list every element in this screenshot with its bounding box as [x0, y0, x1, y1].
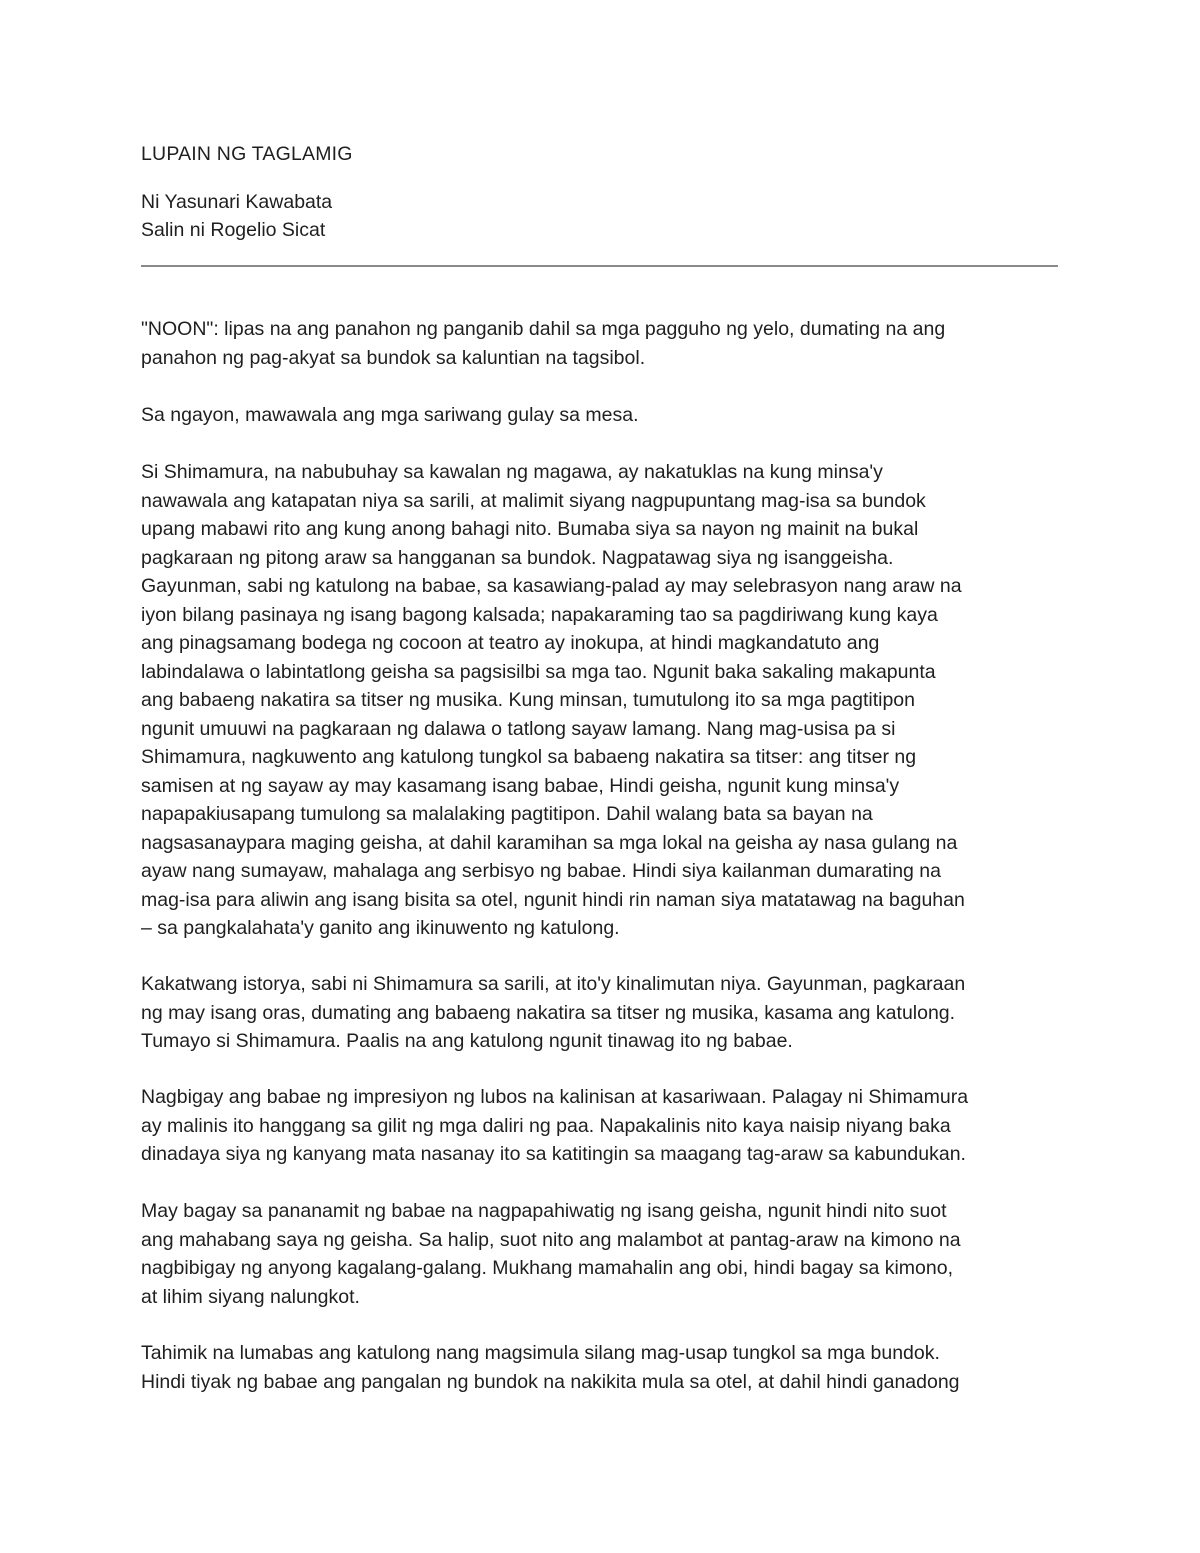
text-line: Tahimik na lumabas ang katulong nang magsimula silang mag-usap tungkol sa mga bundok.: [141, 1342, 940, 1364]
paragraph: [141, 970, 1071, 1056]
text-line: upang mabawi rito ang kung anong bahagi nito. Bumaba siya sa nayon ng mainit na bukal: [141, 518, 919, 540]
text-line: nagsasanaypara maging geisha, at dahil karamihan sa mga lokal na geisha ay nasa gulang na: [141, 831, 958, 854]
text-line: ang mahabang saya ng geisha. Sa halip, suot nito ang malambot at pantag-araw na kimono na: [141, 1228, 961, 1251]
text-line: napapakiusapang tumulong sa malalaking pagtitipon. Dahil walang bata sa bayan na: [141, 803, 873, 825]
text-line: mag-isa para aliwin ang isang bisita sa otel, ngunit hindi rin naman siya matatawag na baguhan: [141, 888, 965, 911]
paragraph: [141, 401, 1071, 430]
text-line: ng may isang oras, dumating ang babaeng nakatira sa titser ng musika, kasama ang katulong.: [141, 1001, 956, 1024]
text-line: Kakatwang istorya, sabi ni Shimamura sa sarili, at ito'y kinalimutan niya. Gayunman, pagkaraan: [141, 973, 966, 995]
text-line: ay malinis ito hanggang sa gilit ng mga daliri ng paa. Napakalinis nito kaya naisip niyang baka: [141, 1114, 951, 1137]
text-line: May bagay sa pananamit ng babae na nagpapahiwatig ng isang geisha, ngunit hindi nito suot: [141, 1200, 947, 1222]
document-title: LUPAIN NG TAGLAMIG: [141, 143, 353, 165]
text-line: ngunit umuuwi na pagkaraan ng dalawa o tatlong sayaw lamang. Nang mag-usisa pa si: [141, 717, 896, 740]
paragraph: [141, 315, 1071, 372]
paragraph: [141, 1083, 1071, 1169]
text-line: Sa ngayon, mawawala ang mga sariwang gulay sa mesa.: [141, 404, 639, 426]
text-line: dinadaya siya ng kanyang mata nasanay ito sa katitingin sa maagang tag-araw sa kabundukan.: [141, 1143, 966, 1165]
text-line: labindalawa o labintatlong geisha sa pagsisilbi sa mga tao. Ngunit baka sakaling makapunta: [141, 660, 936, 683]
text-line: ang babaeng nakatira sa titser ng musika. Kung minsan, tumutulong ito sa mga pagtitipon: [141, 689, 915, 711]
text-line: Tumayo si Shimamura. Paalis na ang katulong ngunit tinawag ito ng babae.: [141, 1030, 793, 1052]
translator-line: Salin ni Rogelio Sicat: [141, 219, 326, 241]
paragraph: [141, 1339, 1071, 1396]
text-line: – sa pangkalahata'y ganito ang ikinuwento ng katulong.: [141, 917, 620, 939]
text-line: at lihim siyang nalungkot.: [141, 1285, 360, 1308]
text-line: ang pinagsamang bodega ng cocoon at teatro ay inokupa, at hindi magkandatuto ang: [141, 632, 880, 654]
text-line: samisen at ng sayaw ay may kasamang isang babae, Hindi geisha, ngunit kung minsa'y: [141, 774, 900, 797]
text-line: iyon bilang pasinaya ng isang bagong kalsada; napakaraming tao sa pagdiriwang kung kaya: [141, 603, 938, 626]
text-line: "NOON": lipas na ang panahon ng panganib dahil sa mga pagguho ng yelo, dumating na ang: [141, 318, 946, 340]
text-line: Si Shimamura, na nabubuhay sa kawalan ng magawa, ay nakatuklas na kung minsa'y: [141, 461, 883, 483]
text-line: pagkaraan ng pitong araw sa hangganan sa bundok. Nagpatawag siya ng isanggeisha.: [141, 546, 894, 569]
text-line: ayaw nang sumayaw, mahalaga ang serbisyo ng babae. Hindi siya kailanman dumarating na: [141, 860, 941, 882]
text-line: Gayunman, sabi ng katulong na babae, sa kasawiang-palad ay may selebrasyon nang araw na: [141, 575, 962, 597]
author-line: Ni Yasunari Kawabata: [141, 191, 333, 213]
text-line: nagbibigay ng anyong kagalang-galang. Mukhang mamahalin ang obi, hindi bagay sa kimono,: [141, 1257, 953, 1279]
text-line: panahon ng pag-akyat sa bundok sa kaluntian na tagsibol.: [141, 346, 646, 369]
horizontal-divider: [141, 265, 1058, 267]
text-line: Shimamura, nagkuwento ang katulong tungkol sa babaeng nakatira sa titser: ang titser ng: [141, 746, 917, 768]
paragraph: [141, 1197, 1071, 1311]
text-line: Nagbigay ang babae ng impresiyon ng lubos na kalinisan at kasariwaan. Palagay ni Shimamura: [141, 1086, 969, 1108]
text-line: nawawala ang katapatan niya sa sarili, at malimit siyang nagpupuntang mag-isa sa bundok: [141, 489, 926, 512]
paragraph: [141, 458, 1071, 943]
text-line: Hindi tiyak ng babae ang pangalan ng bundok na nakikita mula sa otel, at dahil hindi ganadong: [141, 1370, 960, 1393]
